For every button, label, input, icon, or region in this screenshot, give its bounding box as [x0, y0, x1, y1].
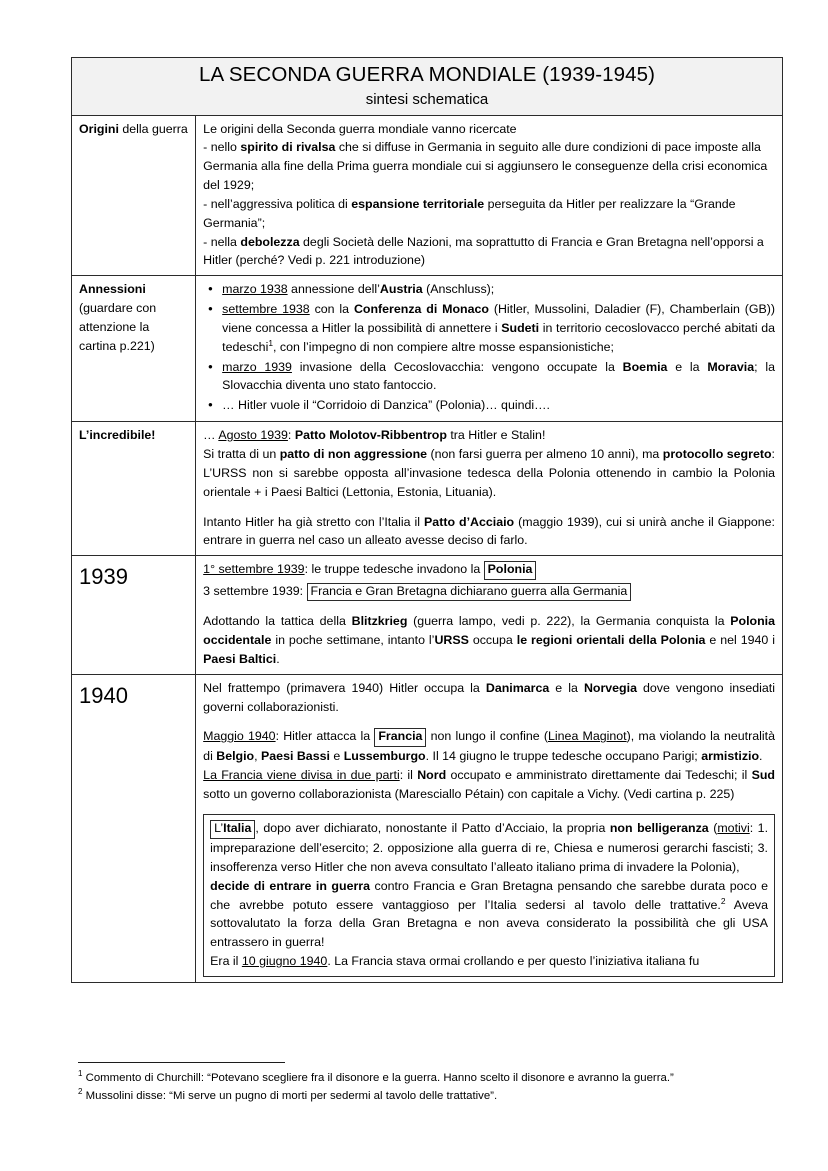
- origini-line-1: Le origini della Seconda guerra mondiale vanno ricercate: [203, 121, 517, 136]
- label-bold-text: Origini: [79, 121, 119, 136]
- text: ; la Slovacchia diventa uno stato fantoccio.: [222, 359, 776, 393]
- text: e nel 1940 i: [705, 633, 775, 648]
- footnote-item: [78, 1088, 778, 1106]
- row-content-origini: [196, 115, 783, 276]
- text: perseguita da Hitler per realizzare la “Grande Germania”;: [203, 196, 736, 230]
- summary-table: [71, 57, 783, 983]
- origini-bullet-1: [203, 138, 775, 195]
- document-header-cell: [72, 58, 783, 116]
- text: (non farsi guerra per almeno 10 anni), ma: [427, 447, 663, 461]
- spacer: [203, 803, 775, 814]
- text: e: [329, 748, 344, 763]
- incredibile-paragraph-3: [203, 513, 775, 551]
- text: ,: [254, 748, 262, 763]
- y1939-line-2: [203, 582, 775, 602]
- table-row: [72, 276, 783, 422]
- text: Aveva sottovalutato la forza della Gran Bretagna e non aveva considerato la possibilità che gli USA entrassero in guerra!: [210, 897, 768, 950]
- footnotes-section: [78, 1062, 778, 1105]
- text: occupato e amministrato direttamente dai Tedeschi; il: [446, 767, 752, 782]
- text: …: [203, 428, 219, 443]
- text: .: [759, 748, 763, 763]
- emphasis: Norvegia: [583, 680, 637, 695]
- emphasis: Patto Molotov-Ribbentrop: [294, 428, 447, 443]
- text: : il: [399, 767, 418, 782]
- date-underlined: 10 giugno 1940: [241, 954, 328, 969]
- emphasis: Sudeti: [501, 320, 540, 335]
- text: dove vengono insediati governi collaborazionisti.: [203, 680, 775, 714]
- footnote-item: [78, 1070, 778, 1088]
- text: e la: [549, 680, 584, 695]
- incredibile-line-1: [203, 426, 775, 445]
- table-row: [72, 115, 783, 276]
- emphasis: Sud: [751, 767, 775, 782]
- text: e la: [667, 359, 708, 374]
- italy-declaration-box: [203, 814, 775, 976]
- row-content-1939: [196, 556, 783, 675]
- date-underlined: marzo 1938: [222, 282, 288, 297]
- y1939-paragraph: [203, 612, 775, 669]
- footnote-text: Mussolini disse: “Mi serve un pugno di morti per sedermi al tavolo delle trattative”.: [85, 1089, 498, 1102]
- underlined-term: Linea Maginot: [548, 729, 627, 744]
- text: con la: [309, 302, 354, 317]
- text: - nell’aggressiva politica di: [203, 196, 352, 211]
- text: non lungo il confine (: [426, 729, 549, 744]
- text: annessione dell’: [287, 282, 380, 297]
- emphasis: Paesi Baltici: [203, 651, 277, 666]
- text: :: [287, 428, 295, 443]
- label-bold-text: Annessioni: [79, 282, 146, 297]
- emphasis: Austria: [379, 282, 423, 297]
- text: : Hitler attacca la: [275, 729, 375, 744]
- text: . La Francia stava ormai crollando e per questo l’iniziativa italiana fu: [327, 954, 700, 969]
- footnote-marker: 2: [78, 1086, 83, 1096]
- y1940-paragraph-3: [203, 766, 775, 804]
- emphasis: spirito di rivalsa: [240, 140, 336, 155]
- origini-bullet-2: [203, 195, 775, 233]
- boxed-highlight: Francia e Gran Bretagna dichiarano guerra alla Germania: [307, 583, 632, 602]
- text: ), ma violando la neutralità di: [203, 729, 775, 763]
- emphasis: armistizio: [701, 748, 760, 763]
- underlined-term: motivi: [717, 821, 750, 836]
- emphasis: Polonia occidentale: [203, 614, 775, 648]
- emphasis: Italia: [223, 821, 252, 836]
- text: Nel frattempo (primavera 1940) Hitler occupa la: [203, 680, 486, 695]
- date-underlined: marzo 1939: [222, 359, 292, 374]
- emphasis: Paesi Bassi: [261, 748, 330, 763]
- spacer: [203, 716, 775, 727]
- text: Adottando la tattica della: [203, 614, 352, 629]
- boxed-highlight: Polonia: [484, 561, 537, 580]
- label-rest-text: (guardare con attenzione la cartina p.221): [79, 301, 157, 353]
- text: : le truppe tedesche invadono la: [304, 562, 484, 577]
- text: … Hitler vuole il “Corridoio di Danzica” (Polonia)… quindi….: [222, 398, 550, 413]
- date-underlined: Agosto 1939: [218, 428, 288, 443]
- text: . Il 14 giugno le truppe tedesche occupano Parigi;: [425, 748, 702, 763]
- table-row: [72, 422, 783, 556]
- emphasis: Nord: [417, 767, 447, 782]
- row-label-origini: [72, 115, 196, 276]
- text: tra Hitler e Stalin!: [446, 428, 546, 443]
- page-title: LA SECONDA GUERRA MONDIALE (1939-1945): [198, 63, 656, 86]
- row-label-annessioni: [72, 276, 196, 422]
- y1940-paragraph-1: [203, 679, 775, 717]
- underlined-term: La Francia viene divisa in due parti: [203, 767, 400, 782]
- text: Era il: [210, 954, 242, 969]
- text: , dopo aver dichiarato, nonostante il Patto d’Acciaio, la propria: [255, 821, 610, 836]
- emphasis: Blitzkrieg: [351, 614, 408, 629]
- emphasis: Boemia: [622, 359, 668, 374]
- row-content-1940: [196, 674, 783, 982]
- boxed-highlight: Francia: [374, 728, 426, 747]
- text: che si diffuse in Germania in seguito alle dure condizioni di pace imposte alla Germania alla fine della Prima guerra mondiale cui si aggiunsero le conseguenze della crisi economica del 1929;: [203, 140, 768, 193]
- emphasis: le regioni orientali della Polonia: [516, 633, 706, 648]
- table-row: [72, 556, 783, 675]
- text: in poche settimane, intanto l’: [271, 633, 435, 648]
- text: - nella: [203, 234, 241, 249]
- footnote-ref: 1: [268, 337, 273, 348]
- emphasis: patto di non aggressione: [279, 447, 428, 461]
- text: (maggio 1939), cui si unirà anche il Giappone: entrare in guerra nel caso un alleato avesse deciso di farlo.: [203, 514, 775, 548]
- list-item: [222, 396, 775, 415]
- text: (: [708, 821, 718, 836]
- text: in territorio cecoslovacco perché abitati da tedeschi: [222, 320, 776, 354]
- emphasis: URSS: [434, 633, 469, 648]
- text: 3 settembre 1939:: [203, 583, 307, 598]
- row-label-1940: [72, 674, 196, 982]
- date-underlined: 1° settembre 1939: [203, 562, 305, 577]
- list-item: [222, 300, 775, 357]
- emphasis: Belgio: [216, 748, 255, 763]
- row-content-incredibile: [196, 422, 783, 556]
- date-underlined: settembre 1938: [222, 302, 310, 317]
- spacer: [203, 601, 775, 612]
- list-item: [222, 358, 775, 396]
- y1940-paragraph-2: [203, 727, 775, 765]
- list-item: [222, 280, 775, 299]
- footnote-marker: 1: [78, 1069, 83, 1079]
- footnote-ref: 2: [720, 895, 726, 906]
- footnote-separator: [78, 1062, 285, 1063]
- text: occupa: [468, 633, 517, 648]
- emphasis: Lussemburgo: [343, 748, 426, 763]
- spacer: [203, 502, 775, 513]
- label-bold-text: L’incredibile!: [79, 428, 156, 443]
- row-content-annessioni: [196, 276, 783, 422]
- text: : L’URSS non si sarebbe opposta all’invasione tedesca della Polonia ottenendo in cambio la Polonia orientale + i Paesi Baltici (Lettonia, Estonia, Lituania).: [203, 447, 775, 499]
- table-header-row: [72, 58, 783, 116]
- label-rest-text: della guerra: [118, 121, 188, 136]
- text: : 1. impreparazione dell’esercito; 2. opposizione alla guerra di re, Chiesa e numerosi gerarchi fascisti; 3. insofferenza verso Hitler che non aveva consultato l’alleato italiano prima di invadere la Polonia),: [210, 821, 769, 874]
- year-label: 1939: [79, 564, 128, 590]
- text: contro Francia e Gran Bretagna pensando che sarebbe durata poco e che avrebbe potuto essere vantaggioso per l’Italia sedersi al tavolo delle trattative.: [210, 878, 768, 912]
- text: (guerra lampo, vedi p. 222), la Germania conquista la: [407, 614, 731, 629]
- text: L’: [214, 821, 224, 836]
- origini-bullet-3: [203, 233, 775, 271]
- footnote-text: Commento di Churchill: “Potevano scegliere fra il disonore e la guerra. Hanno scelto il disonore e avranno la guerra.”: [85, 1072, 674, 1084]
- text: Intanto Hitler ha già stretto con l’Italia il: [203, 514, 425, 529]
- y1939-line-1: [203, 560, 775, 580]
- text: sotto un governo collaborazionista (Maresciallo Pétain) con capitale a Vichy. (Vedi cartina p. 225): [203, 786, 735, 801]
- boxed-highlight: [210, 820, 255, 839]
- incredibile-paragraph-2: [203, 445, 775, 502]
- emphasis: Patto d’Acciaio: [424, 514, 515, 529]
- emphasis: debolezza: [240, 234, 300, 249]
- text: , con l’impegno di non compiere altre mosse espansionistiche;: [273, 339, 614, 354]
- page-subtitle: sintesi schematica: [365, 91, 489, 108]
- emphasis: Danimarca: [485, 680, 550, 695]
- emphasis: decide di entrare in guerra: [210, 878, 370, 893]
- emphasis: non belligeranza: [609, 821, 709, 836]
- emphasis: espansione territoriale: [351, 196, 485, 211]
- date-underlined: Maggio 1940: [203, 729, 276, 744]
- table-row: [72, 674, 783, 982]
- text: (Anschluss);: [422, 282, 495, 297]
- emphasis: Moravia: [707, 359, 755, 374]
- year-label: 1940: [79, 682, 128, 708]
- text: invasione della Cecoslovacchia: vengono occupate la: [291, 359, 623, 374]
- text: degli Società delle Nazioni, ma soprattutto di Francia e Gran Bretagna nell’opporsi a Hitler (perché? Vedi p. 221 introduzione): [203, 234, 764, 268]
- text: Si tratta di un: [203, 447, 280, 461]
- text: .: [276, 651, 280, 666]
- text: (Hitler, Mussolini, Daladier (F), Chamberlain (GB)) viene concessa a Hitler la possibilità di annettere i: [222, 302, 775, 335]
- row-label-1939: [72, 556, 196, 675]
- emphasis: protocollo segreto: [662, 447, 772, 461]
- annessioni-bullet-list: [203, 280, 775, 415]
- emphasis: Conferenza di Monaco: [353, 302, 489, 317]
- row-label-incredibile: [72, 422, 196, 556]
- text: - nello: [203, 140, 241, 155]
